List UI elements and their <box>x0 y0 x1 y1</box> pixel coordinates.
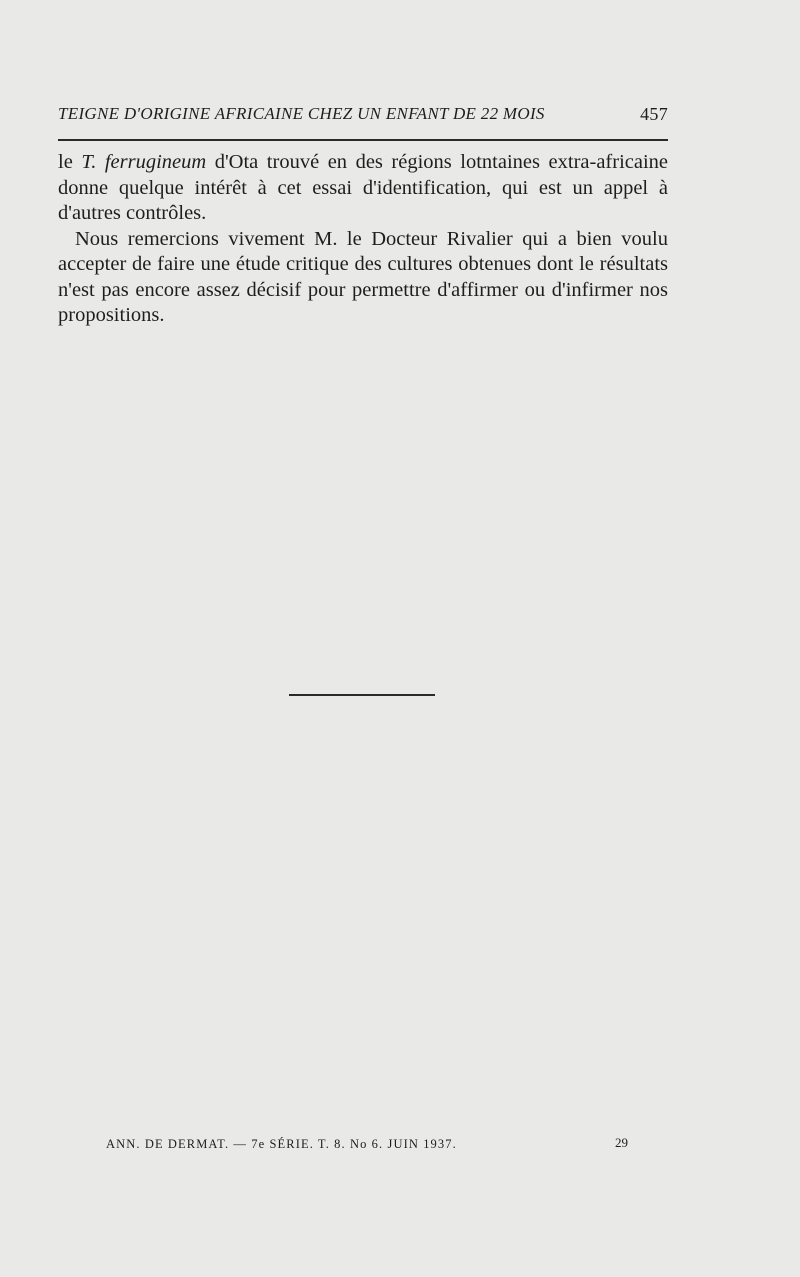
body-text <box>58 150 668 329</box>
signature-number: 29 <box>615 1135 628 1150</box>
paragraph-1-rest: d'Ota trouvé en des régions lotntaines extra-africaine donne quelque intérêt à cet essai d'identification, qui est un appel à d'autres contrôles. <box>58 151 669 224</box>
page-number: 457 <box>640 104 668 124</box>
journal-reference: ANN. DE DERMAT. — 7e SÉRIE. T. 8. No 6. JUIN 1937. <box>106 1137 457 1151</box>
paragraph-1-prefix: le <box>58 151 82 173</box>
header-rule <box>58 139 668 141</box>
paragraph-1 <box>58 150 668 227</box>
paragraph-2: Nous remercions vivement M. le Docteur Rivalier qui a bien voulu accepter de faire une étude critique des cultures obtenues dont le résultats n'est pas encore assez décisif pour permettre d'affirmer ou d'infirmer nos propositions. <box>58 227 668 326</box>
end-rule <box>289 694 435 696</box>
species-name: T. ferrugineum <box>81 151 207 173</box>
running-head-title: TEIGNE D'ORIGINE AFRICAINE CHEZ UN ENFANT DE 22 MOIS <box>58 104 545 123</box>
